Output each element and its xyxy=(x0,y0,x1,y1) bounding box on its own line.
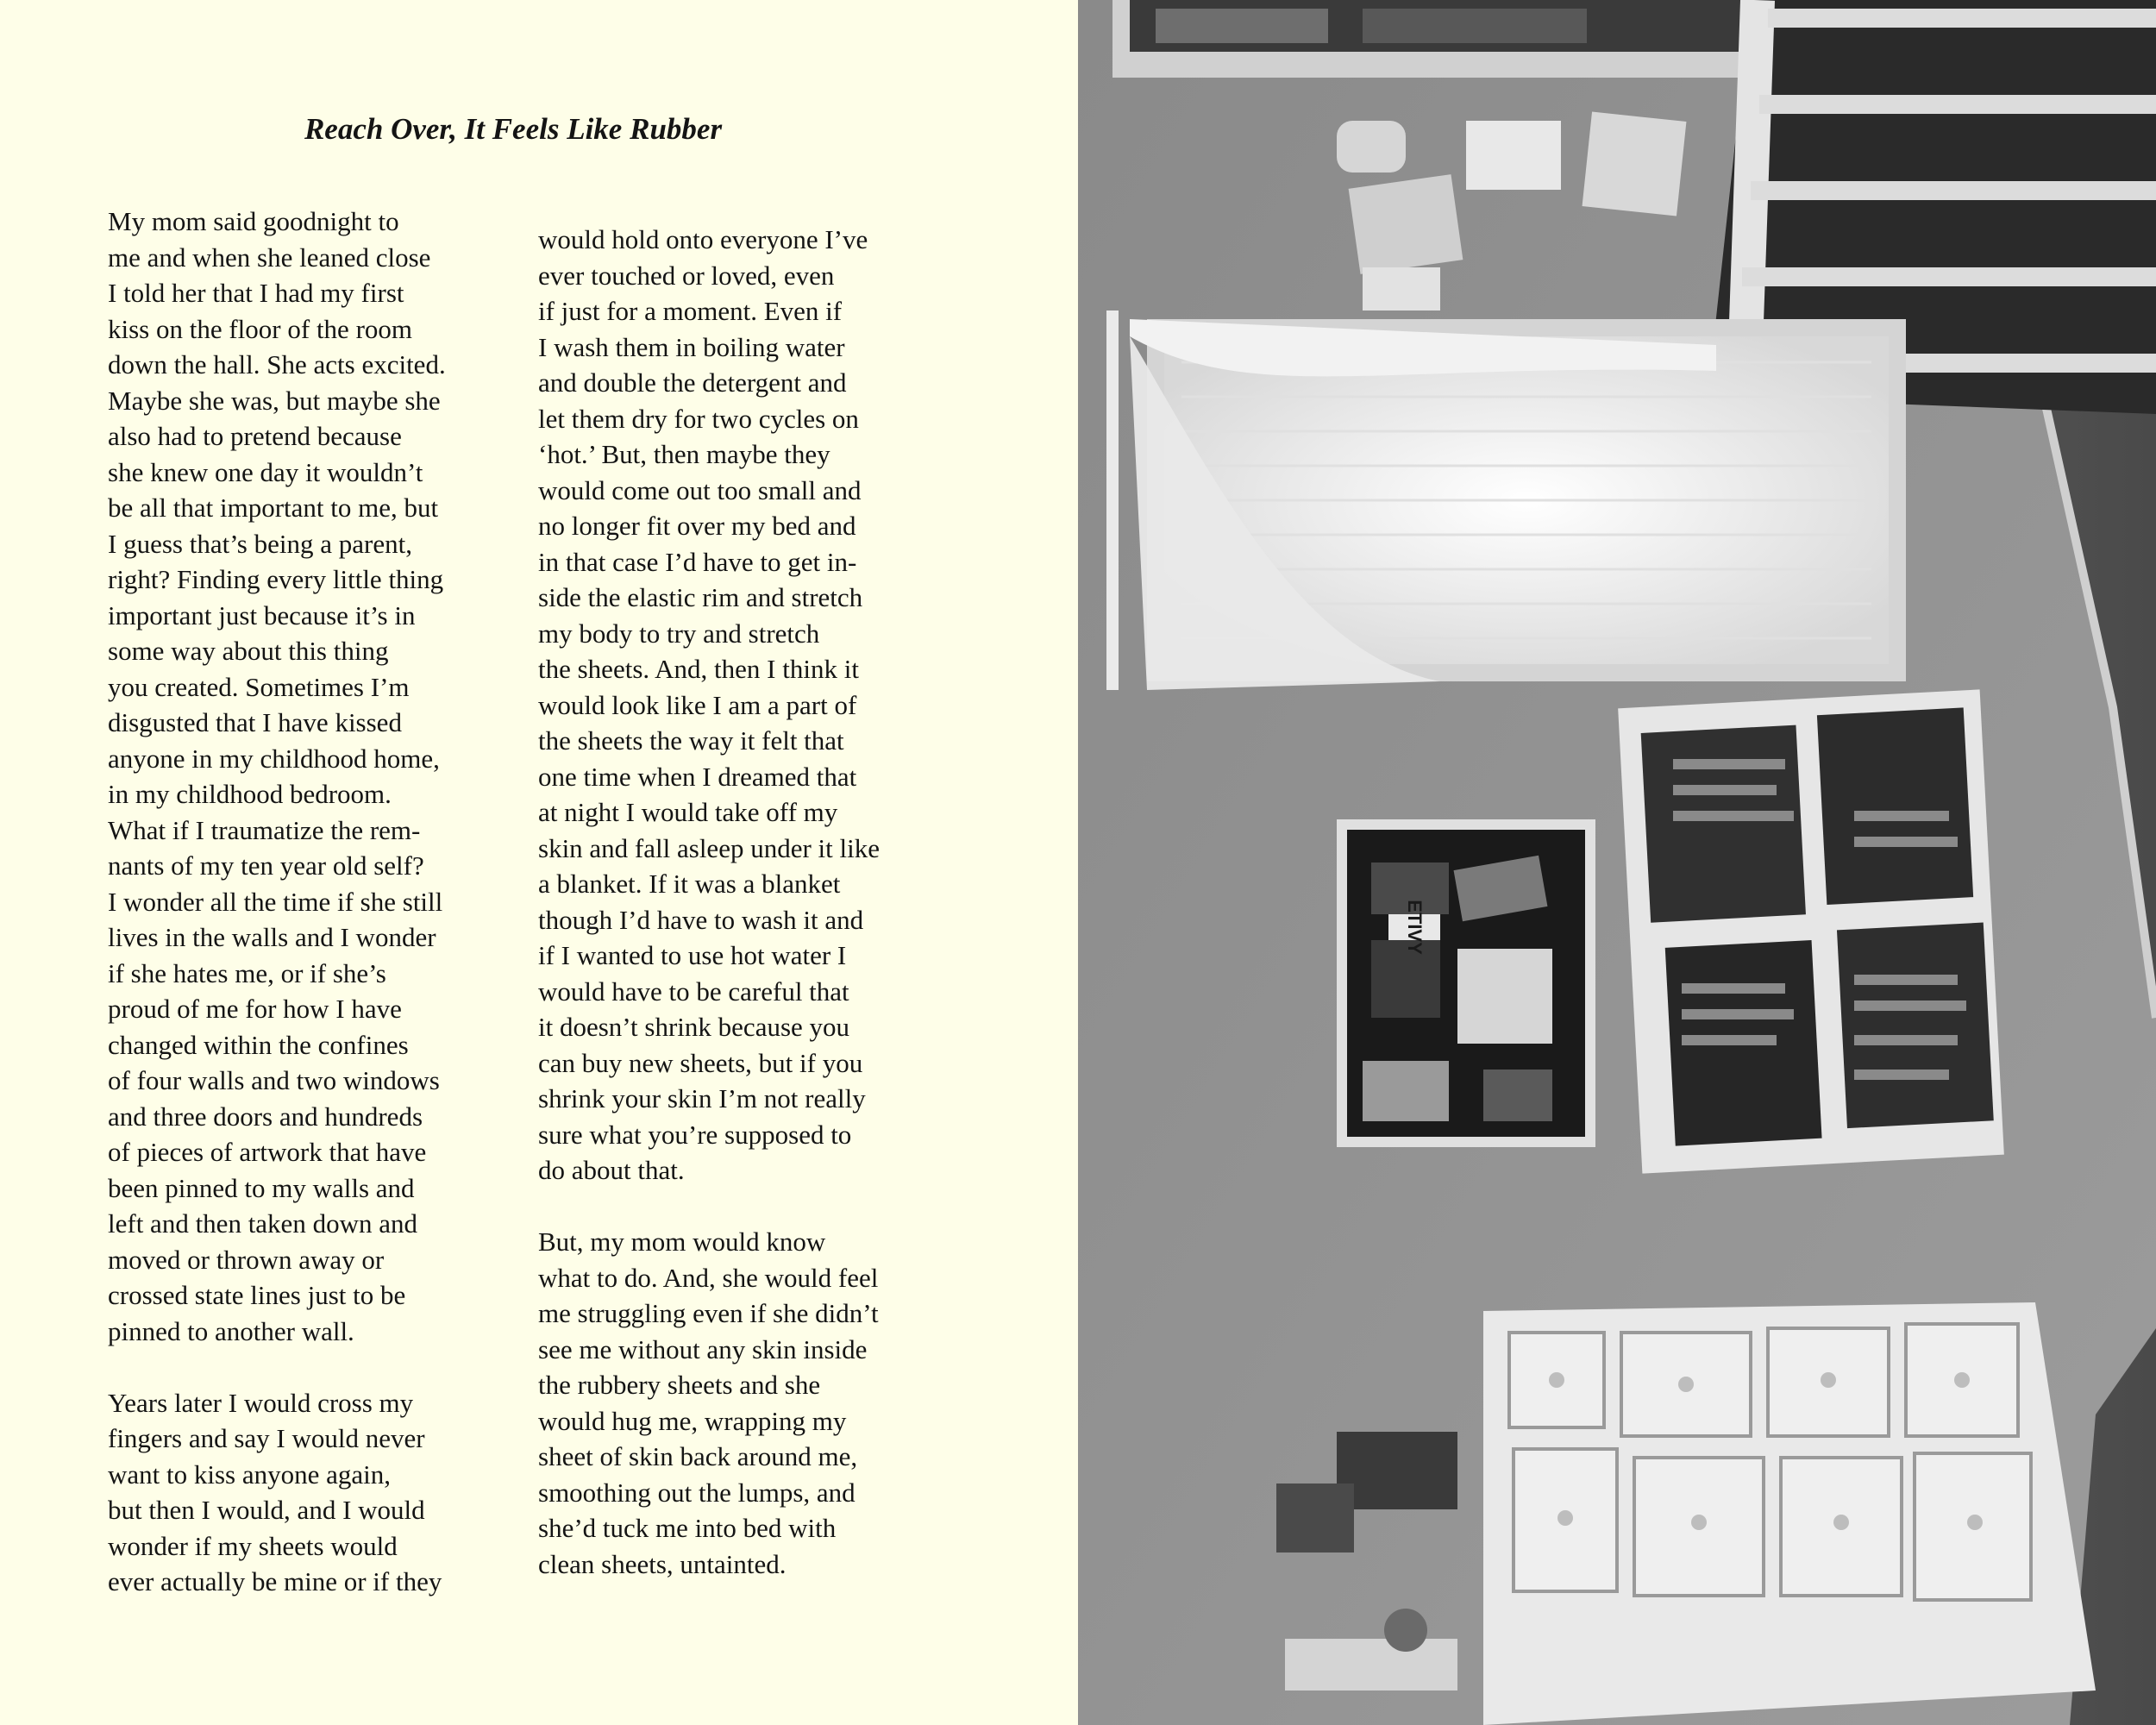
window xyxy=(1112,310,1906,690)
text-line: in that case I’d have to get in- xyxy=(538,546,857,577)
text-line: down the hall. She acts excited. xyxy=(108,349,446,380)
text-line: lives in the walls and I wonder xyxy=(108,922,436,952)
text-line: anyone in my childhood home, xyxy=(108,743,440,774)
text-line: one time when I dreamed that xyxy=(538,761,857,792)
text-line: wonder if my sheets would xyxy=(108,1530,398,1561)
text-line: of pieces of artwork that have xyxy=(108,1137,427,1167)
text-line: you created. Sometimes I’m xyxy=(108,671,410,702)
text-line: my body to try and stretch xyxy=(538,618,820,649)
text-line: moved or thrown away or xyxy=(108,1244,385,1275)
text-line: ‘hot.’ But, then maybe they xyxy=(538,439,830,469)
text-line: me struggling even if she didn’t xyxy=(538,1298,879,1328)
paragraph-break xyxy=(538,1189,935,1225)
text-line: changed within the confines xyxy=(108,1029,409,1060)
text-line: shrink your skin I’m not really xyxy=(538,1083,866,1113)
text-line: in my childhood bedroom. xyxy=(108,779,392,809)
bedroom-photo xyxy=(1078,0,2156,1725)
text-line: of four walls and two windows xyxy=(108,1065,440,1095)
text-line: would have to be careful that xyxy=(538,975,849,1007)
text-line: sure what you’re supposed to xyxy=(538,1119,852,1150)
text-line: the rubbery sheets and she xyxy=(538,1370,821,1400)
text-line: at night I would take off my xyxy=(538,797,838,827)
bulletin-board xyxy=(1337,819,1595,1147)
text-line: see me without any skin inside xyxy=(538,1333,868,1364)
text-line: clean sheets, untainted. xyxy=(538,1548,787,1579)
text-line: disgusted that I have kissed xyxy=(108,707,402,737)
text-line: I wonder all the time if she still xyxy=(108,886,443,917)
text-line: me and when she leaned close xyxy=(108,242,431,273)
text-line: though I’d have to wash it and xyxy=(538,904,864,935)
text-line: also had to pretend because xyxy=(108,421,402,451)
text-line: can buy new sheets, but if you xyxy=(538,1047,863,1078)
bookshelf xyxy=(1618,689,2004,1173)
text-line: and double the detergent and xyxy=(538,367,847,398)
text-line: want to kiss anyone again, xyxy=(108,1458,392,1490)
text-line: smoothing out the lumps, and xyxy=(538,1477,856,1508)
bedroom-photo-illustration xyxy=(1078,0,2156,1725)
text-line: I guess that’s being a parent, xyxy=(108,528,412,559)
text-line: What if I traumatize the rem- xyxy=(108,814,421,845)
text-line: would hug me, wrapping my xyxy=(538,1405,847,1436)
text-line: if she hates me, or if she’s xyxy=(108,957,386,988)
text-line: right? Finding every little thing xyxy=(108,564,444,594)
text-line: Years later I would cross my xyxy=(108,1387,414,1418)
text-line: she’d tuck me into bed with xyxy=(538,1513,837,1543)
poster-text: ETIVY xyxy=(1404,900,1426,955)
text-line: what to do. And, she would feel xyxy=(538,1262,879,1293)
text-line: kiss on the floor of the room xyxy=(108,313,413,344)
text-line: ever actually be mine or if they xyxy=(108,1566,442,1596)
text-column-left xyxy=(108,204,505,1600)
text-line: skin and fall asleep under it like xyxy=(538,832,880,863)
text-line: proud of me for how I have xyxy=(108,994,402,1024)
text-line: But, my mom would know xyxy=(538,1226,826,1257)
text-line: would look like I am a part of xyxy=(538,689,857,720)
text-line: would hold onto everyone I’ve xyxy=(538,224,868,254)
text-line: she knew one day it wouldn’t xyxy=(108,456,423,487)
text-column-right xyxy=(538,222,935,1582)
text-line: Maybe she was, but maybe she xyxy=(108,385,441,416)
text-line: do about that. xyxy=(538,1155,685,1185)
text-line: but then I would, and I would xyxy=(108,1495,425,1525)
text-line: and three doors and hundreds xyxy=(108,1101,423,1132)
paragraph-break xyxy=(108,1349,505,1385)
text-line: important just because it’s in xyxy=(108,599,416,630)
text-line: let them dry for two cycles on xyxy=(538,403,859,434)
text-line: side the elastic rim and stretch xyxy=(538,582,863,612)
text-line: ever touched or loved, even xyxy=(538,260,835,291)
text-line: sheet of skin back around me, xyxy=(538,1441,858,1471)
text-line: My mom said goodnight to xyxy=(108,206,399,236)
text-line: it doesn’t shrink because you xyxy=(538,1012,850,1042)
text-line: a blanket. If it was a blanket xyxy=(538,869,841,899)
text-line: I told her that I had my first xyxy=(108,278,404,308)
text-line: fingers and say I would never xyxy=(108,1423,425,1453)
poem-title: Reach Over, It Feels Like Rubber xyxy=(304,112,723,146)
text-line: been pinned to my walls and xyxy=(108,1172,415,1203)
text-line: crossed state lines just to be xyxy=(108,1280,406,1310)
text-line: no longer fit over my bed and xyxy=(538,511,856,541)
text-line: would come out too small and xyxy=(538,474,862,505)
text-line: be all that important to me, but xyxy=(108,492,439,523)
text-line: nants of my ten year old self? xyxy=(108,850,424,881)
text-line: the sheets the way it felt that xyxy=(538,725,844,756)
text-line: pinned to another wall. xyxy=(108,1315,354,1346)
text-line: some way about this thing xyxy=(108,636,389,666)
text-line: I wash them in boiling water xyxy=(538,331,845,362)
text-line: if I wanted to use hot water I xyxy=(538,940,847,970)
text-line: if just for a moment. Even if xyxy=(538,296,843,326)
text-line: the sheets. And, then I think it xyxy=(538,654,859,684)
text-line: left and then taken down and xyxy=(108,1208,417,1239)
